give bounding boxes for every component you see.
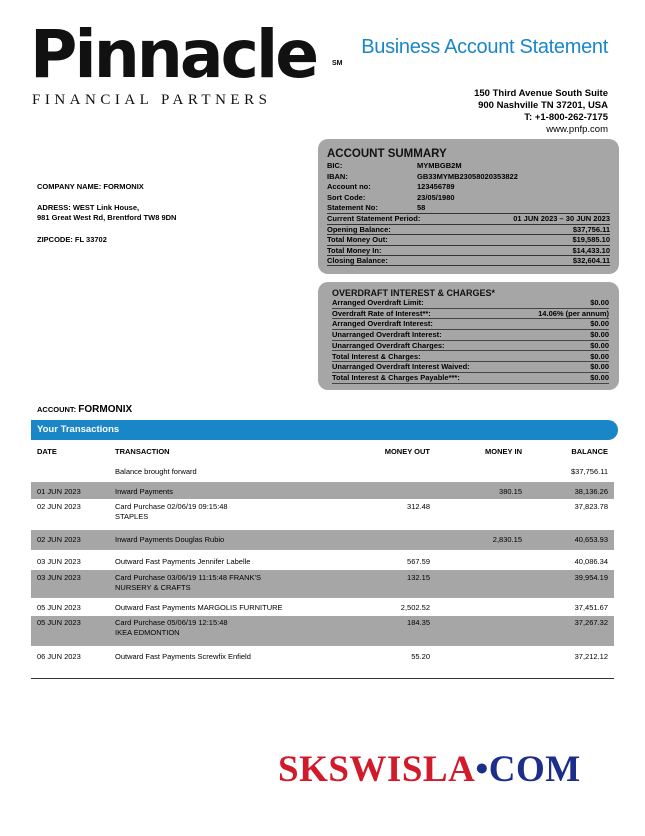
overdraft-value: $0.00: [590, 298, 609, 307]
table-row: [31, 482, 614, 499]
company-name: COMPANY NAME: FORMONIX: [37, 182, 144, 191]
balance-label: Closing Balance:: [327, 256, 388, 265]
summary-field-label: Statement No:: [327, 203, 378, 212]
row-transaction-line1: Card Purchase 05/06/19 12:15:48: [115, 618, 228, 627]
balance-row: [327, 255, 610, 266]
document-title: Business Account Statement: [361, 36, 608, 58]
overdraft-row: [332, 341, 609, 352]
overdraft-row: [332, 319, 609, 330]
balance-label: Total Money In:: [327, 245, 382, 255]
balance-value: $14,433.10: [572, 245, 610, 255]
row-balance: 37,823.78: [574, 502, 608, 511]
summary-field-value: GB33MYMB23058020353822: [417, 171, 518, 181]
row-money-out: 132.15: [407, 573, 430, 582]
summary-field-value: 123456789: [417, 182, 455, 191]
table-row: [31, 647, 614, 667]
bank-address: [474, 88, 608, 136]
row-balance: 40,653.93: [574, 535, 608, 544]
overdraft-value: $0.00: [590, 340, 609, 350]
row-date: 02 JUN 2023: [37, 502, 81, 511]
bank-website[interactable]: www.pnfp.com: [546, 124, 608, 135]
row-balance: 37,212.12: [574, 652, 608, 661]
watermark: [278, 748, 581, 791]
overdraft-value: $0.00: [590, 372, 609, 382]
row-transaction-line1: Card Purchase 03/06/19 11:15:48 FRANK'S: [115, 573, 261, 582]
summary-field: [327, 203, 610, 214]
summary-field: [327, 193, 610, 204]
row-transaction-line2: STAPLES: [115, 511, 149, 521]
row-transaction-line2: IKEA EDMONTION: [115, 627, 180, 637]
customer-address: [37, 203, 176, 223]
summary-field-label: Sort Code:: [327, 192, 366, 202]
balance-label: Opening Balance:: [327, 224, 391, 234]
row-transaction-line1: Card Purchase 02/06/19 09:15:48: [115, 502, 228, 511]
logo-subtitle: FINANCIAL PARTNERS: [32, 92, 272, 108]
row-balance: 37,451.67: [574, 603, 608, 612]
summary-field-value: 23/05/1980: [417, 192, 455, 202]
account-label: ACCOUNT:: [37, 405, 77, 414]
overdraft-value: $0.00: [590, 362, 609, 372]
row-transaction: Outward Fast Payments Jennifer Labelle: [115, 557, 251, 566]
row-transaction: [115, 573, 261, 592]
row-date: 03 JUN 2023: [37, 573, 81, 582]
customer-address-line1: ADRESS: WEST Link House,: [37, 203, 140, 212]
transactions-header-bar: Your Transactions: [31, 420, 618, 440]
row-money-out: 312.48: [407, 502, 430, 511]
summary-field-label: Account no:: [327, 182, 371, 191]
row-transaction-line2: NURSERY & CRAFTS: [115, 582, 191, 592]
overdraft-label: Unarranged Overdraft Interest Waived:: [332, 362, 470, 372]
watermark-part1: SKSWISLA: [278, 749, 476, 790]
watermark-dot: •: [475, 749, 489, 790]
balance-value: $37,756.11: [572, 224, 610, 234]
row-balance: 38,136.26: [574, 487, 608, 496]
overdraft-label: Arranged Overdraft Interest:: [332, 319, 433, 329]
overdraft-label: Total Interest & Charges Payable***:: [332, 372, 460, 382]
overdraft-label: Overdraft Rate of Interest**:: [332, 308, 431, 318]
bank-phone: T: +1-800-262-7175: [524, 112, 608, 123]
row-balance: 39,954.19: [574, 573, 608, 582]
row-money-out: 2,502.52: [400, 603, 430, 612]
table-row: [31, 499, 614, 530]
overdraft-value: $0.00: [590, 330, 609, 340]
row-date: 01 JUN 2023: [37, 487, 81, 496]
table-row: [31, 462, 614, 482]
account-summary-title: ACCOUNT SUMMARY: [327, 148, 447, 160]
row-balance: $37,756.11: [571, 467, 608, 476]
column-header-transaction: TRANSACTION: [115, 447, 170, 456]
balance-row: [327, 245, 610, 256]
row-transaction: [115, 502, 228, 521]
balance-value: $32,604.11: [572, 256, 610, 265]
column-header-date: DATE: [37, 447, 57, 456]
logo-service-mark: SM: [332, 60, 343, 67]
column-header-money-in: MONEY IN: [485, 447, 522, 456]
table-row: [31, 552, 614, 570]
table-row: [31, 570, 614, 598]
balance-label: Total Money Out:: [327, 235, 388, 244]
watermark-part2: COM: [488, 749, 581, 790]
row-money-out: 567.59: [407, 557, 430, 566]
row-transaction: Outward Fast Payments MARGOLIS FURNITURE: [115, 603, 283, 612]
overdraft-value: $0.00: [590, 351, 609, 361]
customer-zipcode: ZIPCODE: FL 33702: [37, 235, 107, 244]
column-header-balance: BALANCE: [571, 447, 608, 456]
overdraft-value: 14.06% (per annum): [538, 308, 609, 318]
column-header-money-out: MONEY OUT: [384, 447, 430, 456]
overdraft-row: [332, 330, 609, 341]
summary-field: [327, 172, 610, 183]
row-transaction: Balance brought forward: [115, 467, 197, 476]
balance-row: [327, 234, 610, 245]
row-balance: 40,086.34: [574, 557, 608, 566]
table-row: [31, 530, 614, 550]
row-transaction: Inward Payments: [115, 487, 173, 496]
account-name: FORMONIX: [78, 404, 133, 415]
overdraft-row: [332, 309, 609, 320]
table-bottom-rule: [31, 678, 614, 679]
overdraft-value: $0.00: [590, 319, 609, 329]
bank-address-line1: 150 Third Avenue South Suite: [474, 88, 608, 99]
overdraft-title: OVERDRAFT INTEREST & CHARGES*: [332, 288, 496, 298]
balance-row: [327, 224, 610, 235]
summary-field: [327, 161, 610, 172]
row-money-in: 2,830.15: [492, 535, 522, 544]
row-date: 05 JUN 2023: [37, 618, 81, 627]
statement-period-label: Current Statement Period:: [327, 214, 421, 223]
summary-field-label: BIC:: [327, 161, 343, 170]
row-transaction: [115, 618, 228, 637]
summary-field-label: IBAN:: [327, 171, 348, 181]
row-date: 02 JUN 2023: [37, 535, 81, 544]
row-transaction: Inward Payments Douglas Rubio: [115, 535, 225, 544]
summary-field: [327, 182, 610, 193]
bank-address-line2: 900 Nashville TN 37201, USA: [478, 100, 608, 111]
overdraft-panel: [318, 282, 619, 390]
row-money-out: 184.35: [407, 618, 430, 627]
statement-period-value: 01 JUN 2023 – 30 JUN 2023: [513, 214, 610, 223]
overdraft-row: [332, 352, 609, 363]
row-transaction: Outward Fast Payments Screwfix Enfield: [115, 652, 251, 661]
row-date: 05 JUN 2023: [37, 603, 81, 612]
row-date: 06 JUN 2023: [37, 652, 81, 661]
overdraft-label: Unarranged Overdraft Charges:: [332, 340, 445, 350]
statement-period: [327, 213, 610, 224]
account-summary-panel: [318, 139, 619, 274]
overdraft-label: Unarranged Overdraft Interest:: [332, 330, 442, 340]
overdraft-label: Arranged Overdraft Limit:: [332, 298, 424, 307]
account-line: [37, 404, 132, 415]
row-money-out: 55.20: [411, 652, 430, 661]
table-row: [31, 616, 614, 646]
summary-field-value: 58: [417, 203, 426, 212]
row-balance: 37,267.32: [574, 618, 608, 627]
row-money-in: 380.15: [499, 487, 522, 496]
row-date: 03 JUN 2023: [37, 557, 81, 566]
summary-field-value: MYMBGB2M: [417, 161, 462, 170]
overdraft-row: [332, 362, 609, 373]
overdraft-row: [332, 298, 609, 309]
overdraft-label: Total Interest & Charges:: [332, 351, 421, 361]
balance-value: $19,585.10: [572, 235, 610, 244]
table-row: [31, 598, 614, 616]
customer-address-line2: 981 Great West Rd, Brentford TW8 9DN: [37, 213, 177, 222]
overdraft-row: [332, 373, 609, 384]
logo-wordmark: Pinnacle: [30, 16, 317, 93]
